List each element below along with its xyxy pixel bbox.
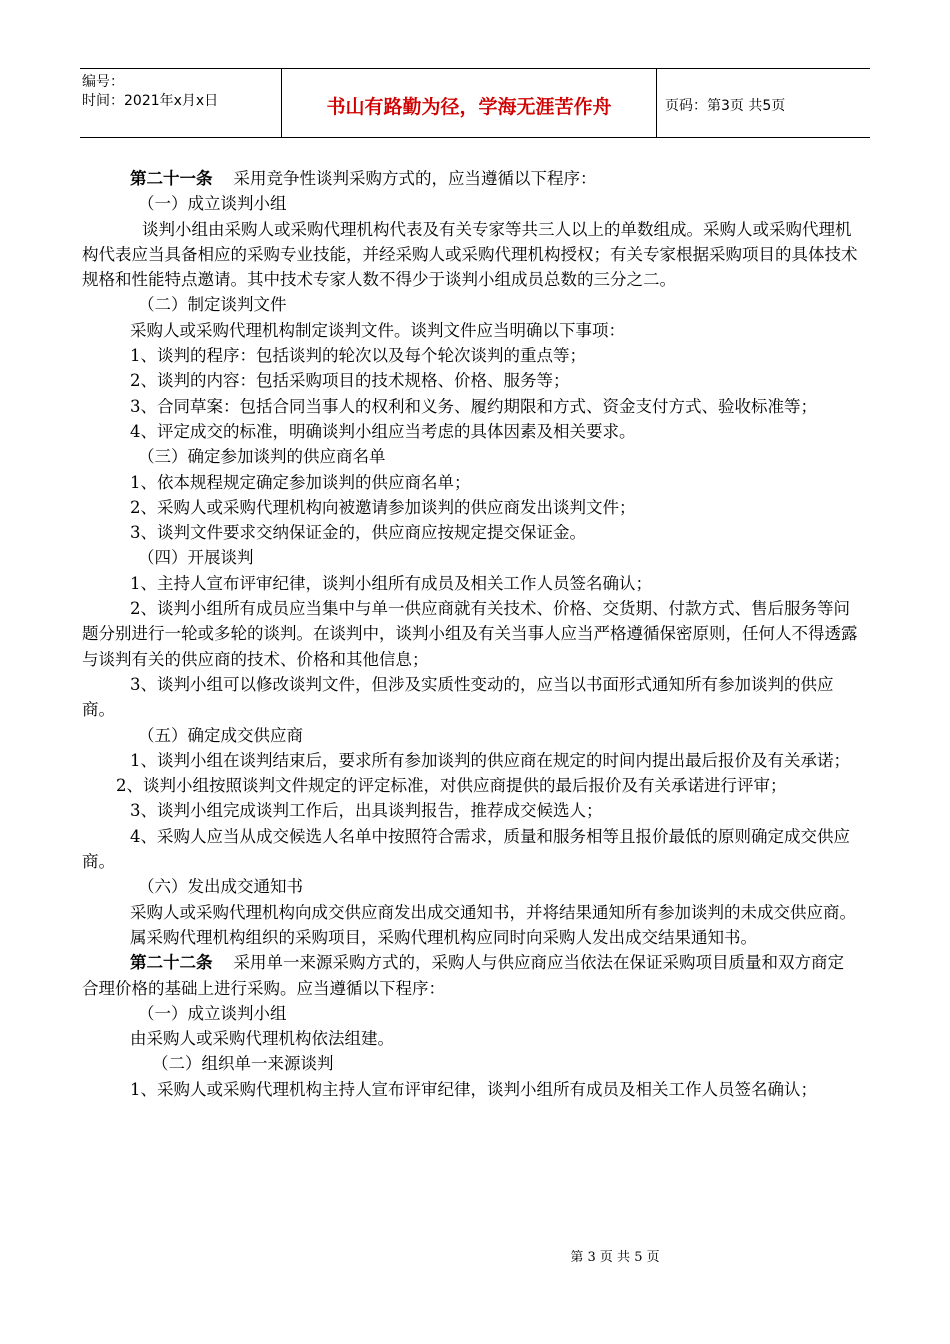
article-21-heading [130, 166, 860, 191]
paragraph: 由采购人或采购代理机构依法组建。 [130, 1029, 394, 1049]
header-meta [80, 69, 282, 137]
paragraph: 采购人或采购代理机构向成交供应商发出成交通知书，并将结果通知所有参加谈判的未成交供应商。 [130, 902, 856, 922]
section-heading: （二）组织单一来源谈判 [152, 1054, 334, 1074]
article-number: 第二十一条 [130, 169, 213, 188]
list-item: 1、主持人宣布评审纪律，谈判小组所有成员及相关工作人员签名确认； [130, 573, 652, 593]
list-item: 4、采购人应当从成交候选人名单中按照符合需求，质量和服务相等且报价最低的原则确定成交供应商。 [82, 826, 850, 872]
section-heading: （五）确定成交供应商 [138, 725, 303, 745]
list-item: 2、谈判的内容：包括采购项目的技术规格、价格、服务等； [130, 371, 570, 391]
list-item: 3、谈判小组完成谈判工作后，出具谈判报告，推荐成交候选人； [130, 801, 603, 821]
list-item: 3、谈判小组可以修改谈判文件，但涉及实质性变动的，应当以书面形式通知所有参加谈判的供应商。 [82, 674, 834, 720]
page-header [80, 68, 870, 138]
article-22-heading [82, 950, 860, 1001]
list-item: 1、谈判小组在谈判结束后，要求所有参加谈判的供应商在规定的时间内提出最后报价及有关承诺； [130, 750, 850, 770]
header-page-number: 页码：第3页 共5页 [665, 98, 786, 114]
article-text: 采用单一来源采购方式的，采购人与供应商应当依法在保证采购项目质量和双方商定合理价格的基础上进行采购。应当遵循以下程序： [82, 953, 844, 998]
document-number-label: 编号： [82, 74, 124, 90]
section-heading: （一）成立谈判小组 [138, 1003, 287, 1023]
paragraph: 采购人或采购代理机构制定谈判文件。谈判文件应当明确以下事项： [130, 320, 625, 340]
list-item: 3、谈判文件要求交纳保证金的，供应商应按规定提交保证金。 [130, 523, 586, 543]
section-heading: （二）制定谈判文件 [138, 295, 287, 315]
list-item: 2、谈判小组按照谈判文件规定的评定标准，对供应商提供的最后报价及有关承诺进行评审； [116, 776, 787, 796]
paragraph: 谈判小组由采购人或采购代理机构代表及有关专家等共三人以上的单数组成。采购人或采购代理机构代表应当具备相应的采购专业技能，并经采购人或采购代理机构授权；有关专家根据采购项目的具体技术规格和性能特点邀请。其中技术专家人数不得少于谈判小组成员总数的三分之二。 [82, 219, 858, 290]
article-number: 第二十二条 [130, 953, 213, 973]
list-item: 2、谈判小组所有成员应当集中与单一供应商就有关技术、价格、交货期、付款方式、售后服务等问题分别进行一轮或多轮的谈判。在谈判中，谈判小组及有关当事人应当严格遵循保密原则，任何人不得透露与谈判有关的供应商的技术、价格和其他信息； [82, 599, 858, 669]
document-body [82, 166, 860, 1102]
list-item: 2、采购人或采购代理机构向被邀请参加谈判的供应商发出谈判文件； [130, 497, 636, 517]
paragraph: 属采购代理机构组织的采购项目，采购代理机构应同时向采购人发出成交结果通知书。 [130, 927, 757, 947]
section-heading: （六）发出成交通知书 [138, 877, 303, 897]
section-heading: （一）成立谈判小组 [138, 194, 287, 214]
list-item: 1、谈判的程序：包括谈判的轮次以及每个轮次谈判的重点等； [130, 346, 586, 366]
article-text: 采用竞争性谈判采购方式的，应当遵循以下程序： [233, 169, 597, 188]
list-item: 1、采购人或采购代理机构主持人宣布评审纪律，谈判小组所有成员及相关工作人员签名确认； [130, 1079, 817, 1099]
list-item: 4、评定成交的标准，明确谈判小组应当考虑的具体因素及相关要求。 [130, 421, 636, 441]
list-item: 1、依本规程规定确定参加谈判的供应商名单； [130, 472, 471, 492]
header-motto: 书山有路勤为径，学海无涯苦作舟 [282, 69, 657, 137]
section-heading: （四）开展谈判 [138, 548, 254, 568]
list-item: 3、合同草案：包括合同当事人的权利和义务、履约期限和方式、资金支付方式、验收标准等； [130, 396, 817, 416]
document-date-label: 时间：2021年x月x日 [82, 93, 219, 109]
section-heading: （三）确定参加谈判的供应商名单 [138, 447, 386, 467]
page-footer: 第 3 页 共 5 页 [570, 1250, 660, 1265]
